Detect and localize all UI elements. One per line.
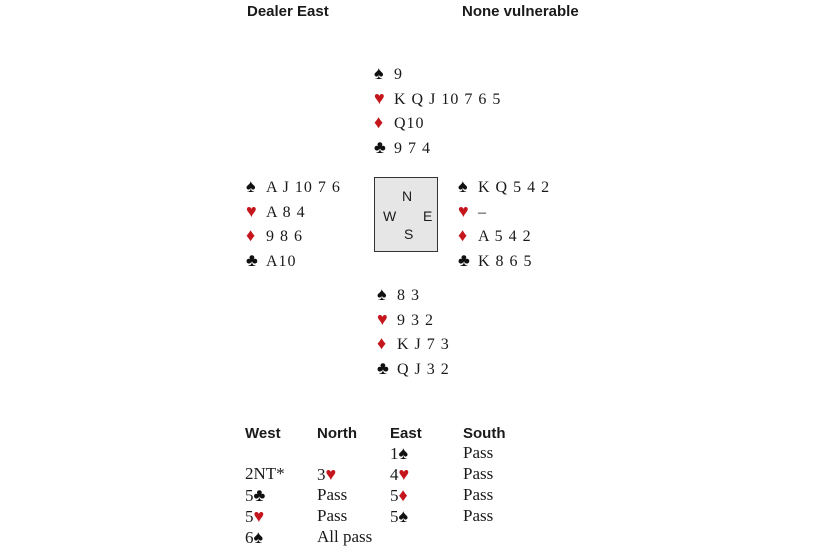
diamond-icon: ♦ bbox=[398, 485, 408, 505]
bid-north: Pass bbox=[317, 485, 348, 504]
compass-east: E bbox=[423, 208, 433, 224]
club-icon: ♣ bbox=[458, 249, 471, 270]
spade-icon: ♠ bbox=[246, 176, 257, 196]
spade-icon: ♠ bbox=[374, 63, 385, 83]
heart-icon: ♥ bbox=[253, 506, 265, 526]
bid-level: 5 bbox=[245, 507, 254, 526]
spade-icon: ♠ bbox=[398, 506, 409, 526]
spade-icon: ♠ bbox=[253, 527, 264, 547]
north-diamonds-row bbox=[374, 110, 501, 135]
north-diamonds: Q10 bbox=[394, 115, 425, 132]
west-spades: A J 10 7 6 bbox=[266, 179, 341, 196]
south-diamonds-row bbox=[377, 331, 450, 356]
heart-icon: ♥ bbox=[377, 308, 389, 329]
north-clubs: 9 7 4 bbox=[394, 139, 431, 157]
east-diamonds-row bbox=[458, 223, 550, 248]
bid-north bbox=[317, 464, 336, 485]
bid-west bbox=[245, 485, 265, 506]
heart-icon: ♥ bbox=[374, 87, 386, 108]
bid-south: Pass bbox=[463, 443, 494, 462]
west-spades-row bbox=[246, 174, 341, 199]
bid-west: 2NT* bbox=[245, 464, 285, 483]
north-spades-row bbox=[374, 61, 501, 86]
bid-level: 3 bbox=[317, 465, 326, 484]
north-hearts: K Q J 10 7 6 5 bbox=[394, 90, 502, 108]
heart-icon: ♥ bbox=[325, 464, 337, 484]
bid-south: Pass bbox=[463, 464, 494, 483]
west-clubs-row bbox=[246, 248, 341, 273]
bid-east bbox=[390, 464, 409, 485]
bid-south: Pass bbox=[463, 485, 494, 504]
west-hearts: A 8 4 bbox=[266, 203, 306, 221]
east-clubs: K 8 6 5 bbox=[478, 252, 533, 270]
south-hearts-row bbox=[377, 307, 450, 332]
south-hearts: 9 3 2 bbox=[397, 311, 434, 329]
bid-west bbox=[245, 506, 264, 527]
north-spades: 9 bbox=[394, 66, 403, 83]
compass-box bbox=[374, 177, 438, 252]
compass-south: S bbox=[404, 226, 414, 242]
bid-level: 1 bbox=[390, 444, 399, 463]
south-spades-row bbox=[377, 282, 450, 307]
compass-north: N bbox=[402, 188, 413, 204]
diamond-icon: ♦ bbox=[377, 333, 388, 353]
bid-east bbox=[390, 443, 408, 464]
club-icon: ♣ bbox=[377, 357, 390, 378]
spade-icon: ♠ bbox=[377, 284, 388, 304]
east-hearts-row bbox=[458, 199, 550, 224]
north-hand bbox=[374, 61, 501, 159]
south-diamonds: K J 7 3 bbox=[397, 336, 450, 353]
bid-level: 6 bbox=[245, 528, 254, 547]
south-clubs-row bbox=[377, 356, 450, 381]
bidding-header-south: South bbox=[463, 425, 506, 442]
bid-north: Pass bbox=[317, 506, 348, 525]
west-diamonds: 9 8 6 bbox=[266, 228, 303, 245]
west-diamonds-row bbox=[246, 223, 341, 248]
east-clubs-row bbox=[458, 248, 550, 273]
east-hand bbox=[458, 174, 550, 272]
vulnerability-label: None vulnerable bbox=[462, 3, 579, 20]
bid-level: 5 bbox=[390, 486, 399, 505]
bid-east bbox=[390, 485, 408, 506]
heart-icon: ♥ bbox=[398, 464, 410, 484]
bid-level: 4 bbox=[390, 465, 399, 484]
south-clubs: Q J 3 2 bbox=[397, 360, 450, 378]
bid-south: Pass bbox=[463, 506, 494, 525]
heart-icon: ♥ bbox=[246, 200, 258, 221]
south-spades: 8 3 bbox=[397, 287, 420, 304]
bidding-header-west: West bbox=[245, 425, 281, 442]
east-spades: K Q 5 4 2 bbox=[478, 179, 551, 196]
diamond-icon: ♦ bbox=[458, 225, 469, 245]
diamond-icon: ♦ bbox=[374, 112, 385, 132]
diamond-icon: ♦ bbox=[246, 225, 257, 245]
club-icon: ♣ bbox=[374, 136, 387, 157]
club-icon: ♣ bbox=[246, 249, 259, 270]
heart-icon: ♥ bbox=[458, 200, 470, 221]
bidding-header-north: North bbox=[317, 425, 357, 442]
north-hearts-row bbox=[374, 86, 501, 111]
south-hand bbox=[377, 282, 450, 380]
club-icon: ♣ bbox=[253, 485, 266, 505]
compass-west: W bbox=[383, 208, 397, 224]
west-clubs: A10 bbox=[266, 252, 297, 270]
bid-north: All pass bbox=[317, 527, 373, 546]
bid-east bbox=[390, 506, 408, 527]
bid-west bbox=[245, 527, 263, 548]
west-hand bbox=[246, 174, 341, 272]
east-spades-row bbox=[458, 174, 550, 199]
bid-level: 5 bbox=[245, 486, 254, 505]
north-clubs-row bbox=[374, 135, 501, 160]
east-diamonds: A 5 4 2 bbox=[478, 228, 532, 245]
bidding-header-east: East bbox=[390, 425, 422, 442]
bid-level: 5 bbox=[390, 507, 399, 526]
east-hearts: – bbox=[478, 203, 487, 221]
spade-icon: ♠ bbox=[458, 176, 469, 196]
west-hearts-row bbox=[246, 199, 341, 224]
spade-icon: ♠ bbox=[398, 443, 409, 463]
dealer-label: Dealer East bbox=[247, 3, 329, 20]
